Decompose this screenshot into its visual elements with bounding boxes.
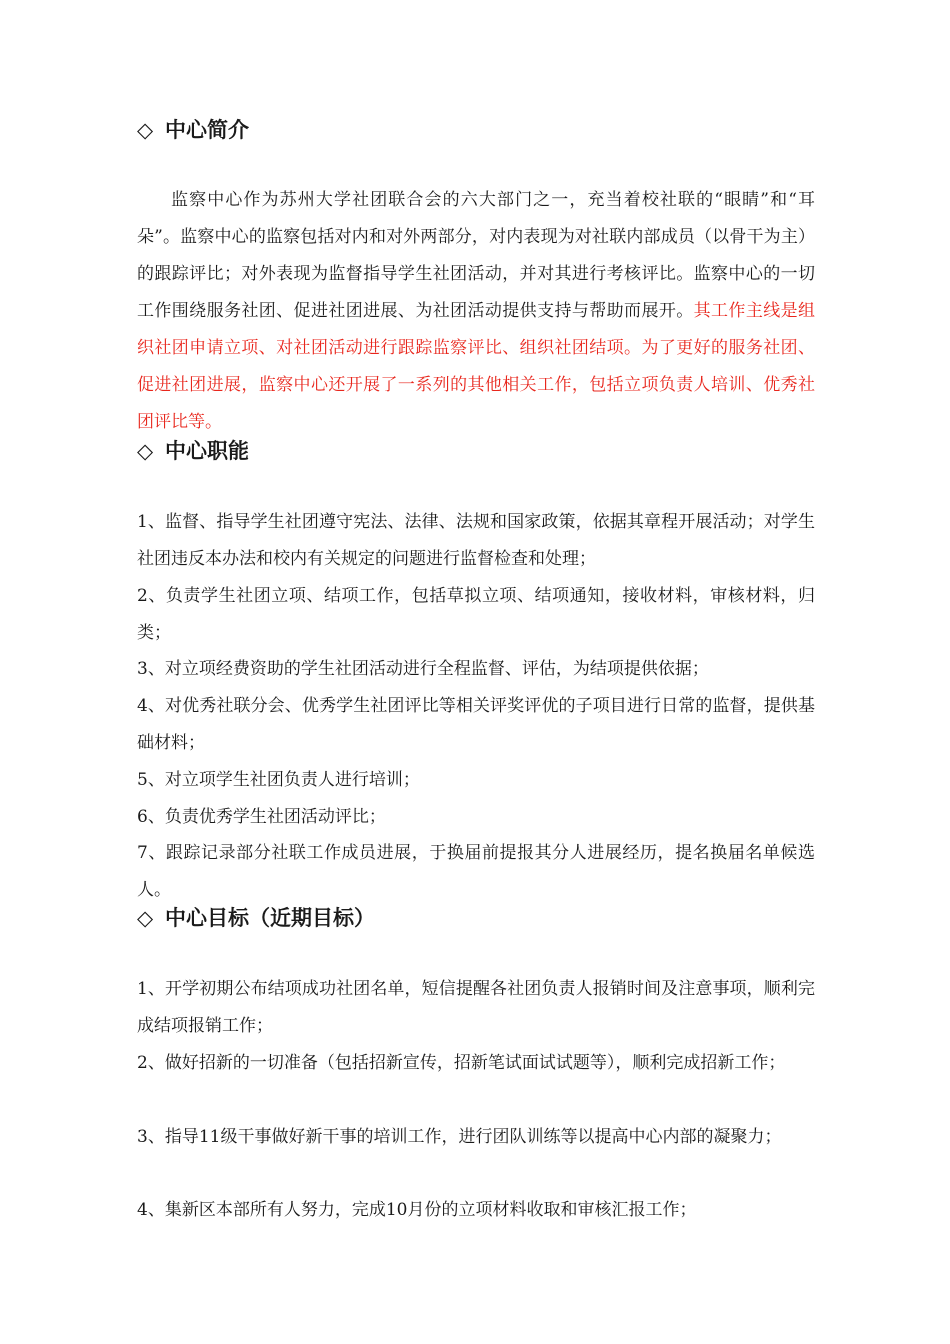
section-heading-intro: [137, 117, 249, 143]
function-item: 7、跟踪记录部分社联工作成员进展，于换届前提报其分人进展经历，提名换届名单候选人。: [137, 843, 815, 900]
diamond-bullet-icon: ◇: [137, 118, 154, 142]
function-item: 6、负责优秀学生社团活动评比；: [137, 807, 386, 827]
section-heading-goals: [137, 905, 375, 931]
goal-item: 2、做好招新的一切准备（包括招新宣传，招新笔试面试试题等），顺利完成招新工作；: [137, 1053, 786, 1073]
goal-item: 4、集新区本部所有人努力，完成10月份的立项材料收取和审核汇报工作；: [137, 1200, 697, 1220]
diamond-bullet-icon: ◇: [137, 906, 154, 930]
section-title: 中心职能: [165, 439, 249, 463]
function-item: 2、负责学生社团立项、结项工作，包括草拟立项、结项通知，接收材料，审核材料，归类；: [137, 586, 815, 643]
intro-text: 监察中心作为苏州大学社团联合会的六大部门之一，充当着校社联的“眼睛”和“耳朵”。监察中心的监察包括对内和对外两部分，对内表现为对社联内部成员（以骨干为主）的跟踪评比；对外表现为监督指导学生社团活动，并对其进行考核评比。监察中心的一切工作围绕服务社团、促进社团进展、为社团活动提供支持与帮助而展开。: [137, 190, 815, 321]
intro-highlight-text: 其工作主线是组织社团申请立项、对社团活动进行跟踪监察评比、组织社团结项。为了更好的服务社团、促进社团进展，监察中心还开展了一系列的其他相关工作，包括立项负责人培训、优秀社团评比等。: [137, 301, 816, 432]
section-title: 中心目标（近期目标）: [165, 906, 375, 930]
function-item: 1、监督、指导学生社团遵守宪法、法律、法规和国家政策，依据其章程开展活动；对学生社团违反本办法和校内有关规定的问题进行监督检查和处理；: [137, 512, 815, 569]
section-title: 中心简介: [165, 118, 249, 142]
goal-item: 1、开学初期公布结项成功社团名单，短信提醒各社团负责人报销时间及注意事项，顺利完成结项报销工作；: [137, 979, 815, 1036]
function-item: 4、对优秀社联分会、优秀学生社团评比等相关评奖评优的子项目进行日常的监督，提供基础材料；: [137, 696, 815, 753]
section-heading-functions: [137, 438, 249, 464]
goal-item: 3、指导11级干事做好新干事的培训工作，进行团队训练等以提高中心内部的凝聚力；: [137, 1127, 782, 1147]
intro-paragraph: [137, 182, 815, 441]
function-item: 5、对立项学生社团负责人进行培训；: [137, 770, 420, 790]
function-item: 3、对立项经费资助的学生社团活动进行全程监督、评估，为结项提供依据；: [137, 659, 709, 679]
diamond-bullet-icon: ◇: [137, 439, 154, 463]
